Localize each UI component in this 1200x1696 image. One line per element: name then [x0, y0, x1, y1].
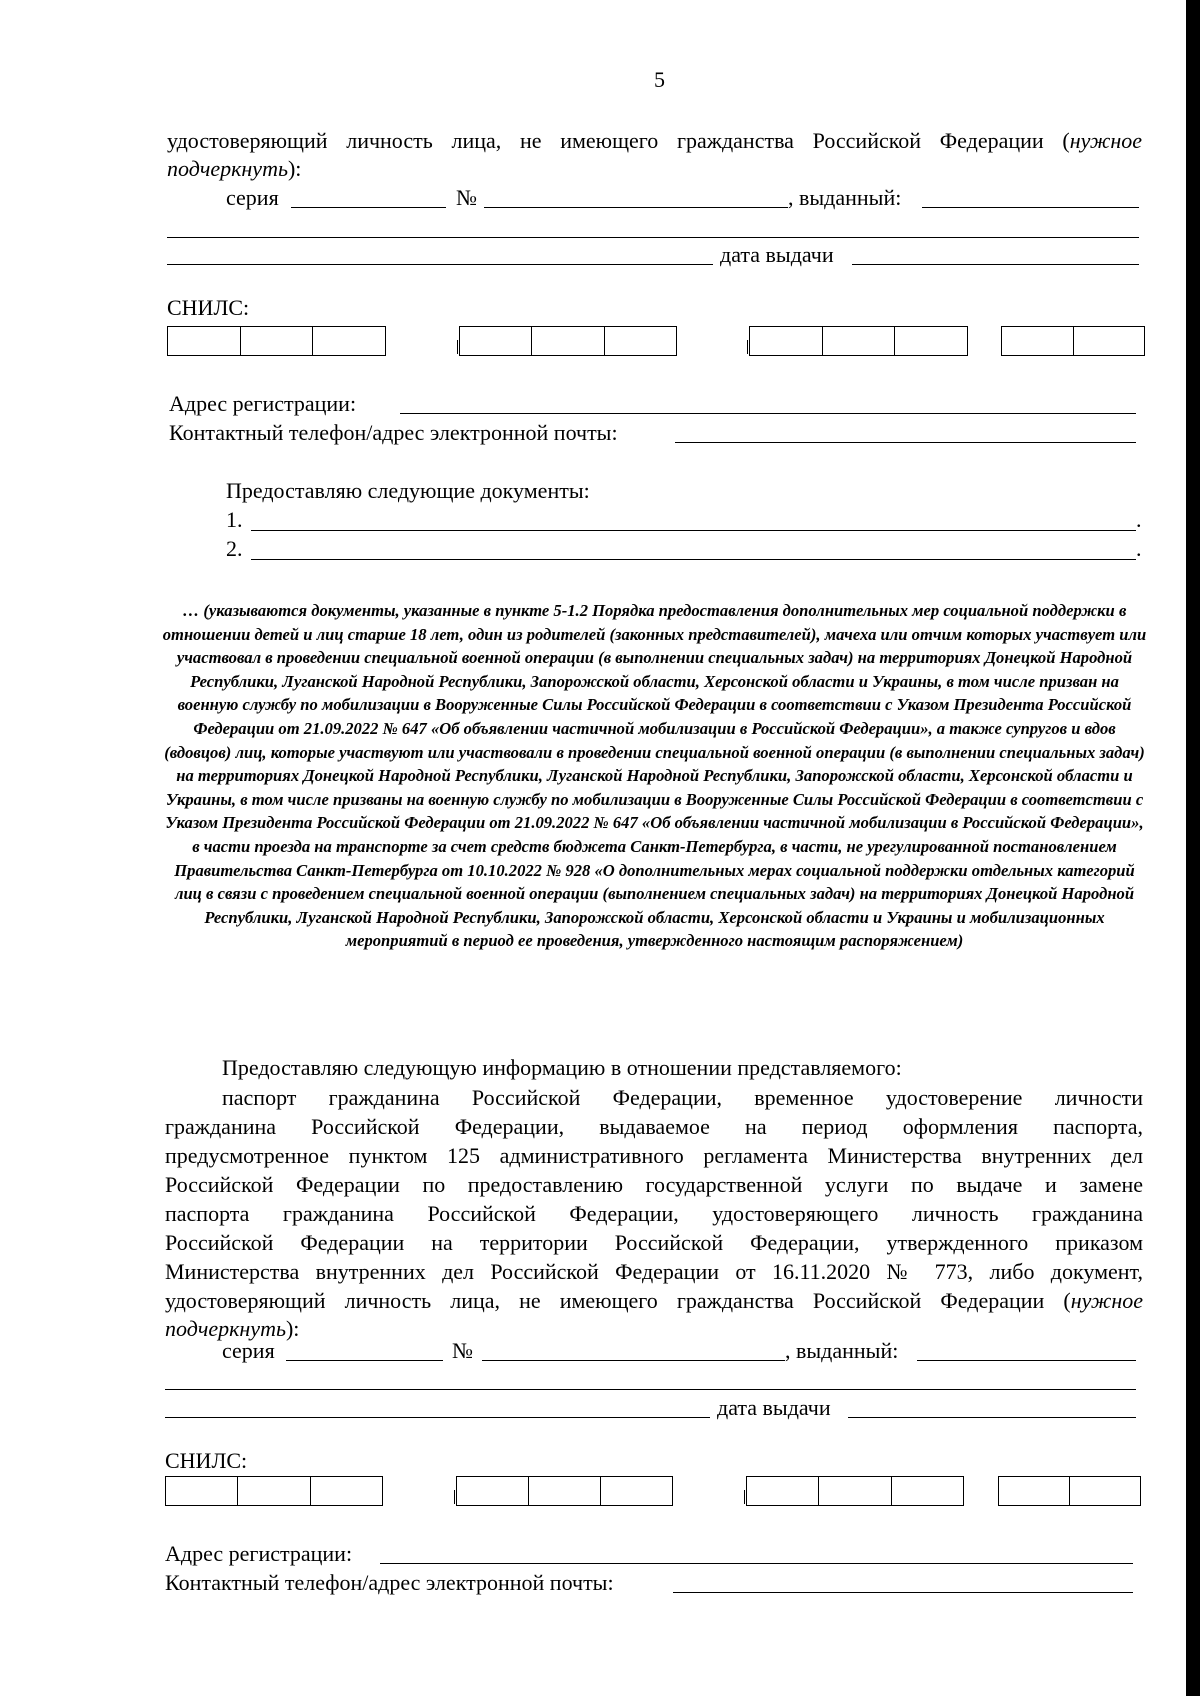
intro-italic-underline-2: подчеркнуть — [165, 1316, 286, 1341]
intro-text: удостоверяющий личность лица, не имеющего гражданства Российской Федерации ( — [167, 128, 1070, 153]
snils-2-group-4[interactable] — [998, 1476, 1141, 1506]
issued-by-field-continued-2[interactable] — [167, 264, 713, 265]
page-number: 5 — [654, 67, 665, 92]
issued-by-label: , выданный: — [788, 185, 902, 210]
info-paragraph-line-1: паспорт гражданина Российской Федерации, временное удостоверение личности — [222, 1085, 1143, 1110]
snils-2-separator-1 — [454, 1490, 455, 1504]
snils-2-group-2[interactable] — [456, 1476, 673, 1506]
issue-date-field[interactable] — [852, 264, 1139, 265]
issued-by-field-2-continued[interactable] — [165, 1389, 1136, 1390]
scan-edge-shadow — [1186, 0, 1200, 1696]
issued-by-label-2: , выданный: — [785, 1338, 899, 1363]
address-label-2: Адрес регистрации: — [165, 1541, 353, 1566]
issued-by-field-2[interactable] — [917, 1360, 1136, 1361]
document-item-2-field[interactable] — [251, 559, 1136, 560]
snils-label-2: СНИЛС: — [165, 1448, 248, 1473]
snils-separator-1 — [457, 340, 458, 354]
series-field-2[interactable] — [286, 1360, 443, 1361]
identity-doc-intro-end — [167, 155, 301, 183]
info-paragraph-line-7: Министерства внутренних дел Российской Федерации от 16.11.2020 № 773, либо документ, — [165, 1259, 1143, 1284]
intro-italic-needed: нужное — [1069, 128, 1142, 153]
info-paragraph-line-4: Российской Федерации по предоставлению государственной услуги по выдаче и замене — [165, 1172, 1143, 1197]
contact-label: Контактный телефон/адрес электронной почты: — [169, 420, 618, 445]
document-item-2-end: . — [1136, 536, 1142, 561]
address-field-2[interactable] — [380, 1563, 1133, 1564]
snils-group-3[interactable] — [749, 326, 968, 356]
issue-date-field-2[interactable] — [848, 1417, 1136, 1418]
intro-italic-underline: подчеркнуть — [167, 156, 288, 181]
snils-group-2[interactable] — [459, 326, 677, 356]
snils-label: СНИЛС: — [167, 295, 250, 320]
document-item-1-field[interactable] — [251, 530, 1136, 531]
identity-doc-intro — [167, 127, 1142, 155]
issued-by-field-2-continued-2[interactable] — [165, 1417, 710, 1418]
snils-2-group-3[interactable] — [746, 1476, 964, 1506]
intro-text-2: удостоверяющий личность лица, не имеющего гражданства Российской Федерации ( — [165, 1288, 1071, 1313]
number-label: № — [456, 185, 477, 210]
snils-2-separator-2 — [744, 1490, 745, 1504]
snils-separator-2 — [747, 340, 748, 354]
intro-suffix: ): — [287, 156, 302, 181]
number-field[interactable] — [484, 207, 788, 208]
info-paragraph-line-6: Российской Федерации на территории Российской Федерации, утвержденного приказом — [165, 1230, 1143, 1255]
intro-suffix-2: ): — [285, 1316, 300, 1341]
address-label: Адрес регистрации: — [169, 391, 357, 416]
info-paragraph-line-5: паспорта гражданина Российской Федерации, удостоверяющего личность гражданина — [165, 1201, 1143, 1226]
number-label-2: № — [452, 1338, 473, 1363]
document-item-1-end: . — [1136, 507, 1142, 532]
number-field-2[interactable] — [482, 1360, 785, 1361]
info-paragraph-line-2: гражданина Российской Федерации, выдаваемое на период оформления паспорта, — [165, 1114, 1143, 1139]
contact-field-2[interactable] — [673, 1592, 1133, 1593]
series-label: серия — [226, 185, 279, 210]
issue-date-label: дата выдачи — [720, 242, 834, 267]
intro-italic-needed-2: нужное — [1070, 1288, 1143, 1313]
contact-field[interactable] — [675, 442, 1136, 443]
series-field[interactable] — [291, 207, 446, 208]
issued-by-field-continued[interactable] — [167, 237, 1139, 238]
contact-label-2: Контактный телефон/адрес электронной почты: — [165, 1570, 614, 1595]
address-field[interactable] — [400, 413, 1136, 414]
snils-group-4[interactable] — [1001, 326, 1145, 356]
documents-heading: Предоставляю следующие документы: — [226, 478, 590, 503]
issued-by-field[interactable] — [922, 207, 1139, 208]
documents-note: … (указываются документы, указанные в пункте 5-1.2 Порядка предоставления дополнительных мер социальной поддержки в отношении детей и лиц старше 18 лет, один из родителей (законных представителей), мачеха или отчим которых участвует или участвовал в проведении специальной военной операции (в выполнении специальных задач) на территориях Донецкой Народной Республики, Луганской Народной Республики, Запорожской области, Херсонской области и Украины, в том числе призван на военную службу по мобилизации в Вооруженные Силы Российской Федерации в соответствии с Указом Президента Российской Федерации от 21.09.2022 № 647 «Об объявлении частичной мобилизации в Российской Федерации», а также супругов и вдов (вдовцов) лиц, которые участвуют или участвовали в проведении специальной военной операции (в выполнении специальных задач) на территориях Донецкой Народной Республики, Луганской Народной Республики, Запорожской области, Херсонской области и Украины, в том числе призваны на военную службу по мобилизации в Вооруженные Силы Российской Федерации в соответствии с Указом Президента Российской Федерации от 21.09.2022 № 647 «Об объявлении частичной мобилизации в Российской Федерации», в части проезда на транспорте за счет средств бюджета Санкт-Петербурга, в части, не урегулированной постановлением Правительства Санкт-Петербурга от 10.10.2022 № 928 «О дополнительных мерах социальной поддержки отдельных категорий лиц в связи с проведением специальной военной операции (выполнением специальных задач) на территориях Донецкой Народной Республики, Луганской Народной Республики, Запорожской области, Херсонской области и Украины и мобилизационных мероприятий в период ее проведения, утвержденного настоящим распоряжением) — [162, 601, 1147, 951]
snils-group-1[interactable] — [167, 326, 386, 356]
document-item-1-number: 1. — [226, 507, 243, 532]
document-item-2-number: 2. — [226, 536, 243, 561]
issue-date-label-2: дата выдачи — [717, 1395, 831, 1420]
info-paragraph-line-3: предусмотренное пунктом 125 административного регламента Министерства внутренних дел — [165, 1143, 1143, 1168]
series-label-2: серия — [222, 1338, 275, 1363]
identity-doc-intro-2 — [165, 1287, 1143, 1315]
info-heading: Предоставляю следующую информацию в отношении представляемого: — [222, 1055, 902, 1080]
snils-2-group-1[interactable] — [165, 1476, 383, 1506]
